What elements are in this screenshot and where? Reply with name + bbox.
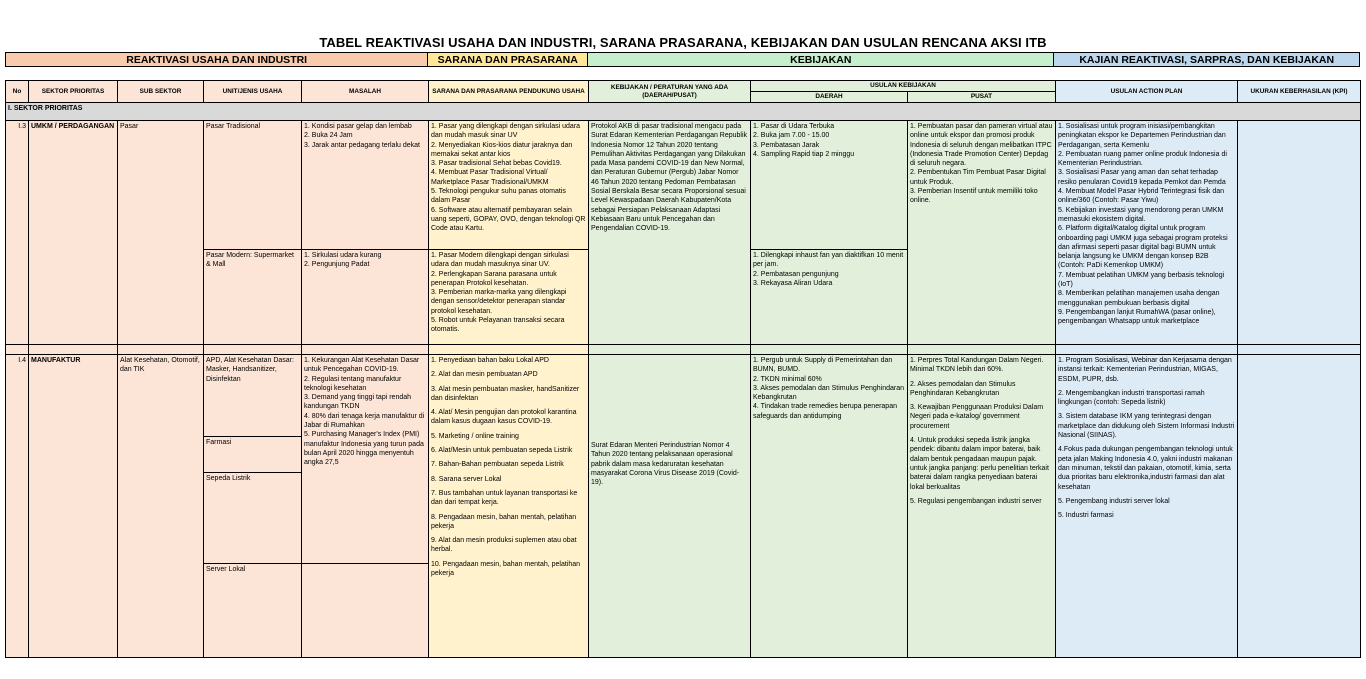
- sarana-item: 4. Alat/ Mesin pengujian dan protokol karantina dalam kasus dugaan kasus COVID-19.: [431, 409, 577, 426]
- action-item: 4.Fokus pada dukungan pengembangan teknologi untuk peta jalan Making Indonesia 4.0, yakni industri makanan dan minuman, tekstil dan pakaian, otomotif, kimia, serta dua prioritas baru elektronika,industri farmasi dan alat kesehatan: [1058, 446, 1233, 491]
- daerah-item: 1. Pergub untuk Supply di Pemerintahan dan BUMN, BUMD.: [753, 357, 893, 374]
- pusat-item: 3. Kewajiban Penggunaan Produksi Dalam Negeri pada e-katalog/ government procurement: [910, 404, 1044, 430]
- unit-farmasi: Farmasi: [204, 437, 302, 473]
- sarana-item: 7. Bahan-Bahan pembuatan sepeda Listrik: [431, 461, 564, 469]
- page-title: TABEL REAKTIVASI USAHA DAN INDUSTRI, SARANA PRASARANA, KEBIJAKAN DAN USULAN RENCANA AKSI ITB: [319, 35, 1047, 50]
- sarana-item: 6. Software atau alternatif pembayaran selain uang seperti, GOPAY, OVO, dengan teknologi QR Code atau Kartu.: [431, 206, 586, 233]
- action-item: 5. Pengembang industri server lokal: [1058, 497, 1170, 505]
- header-unit: UNIT/JENIS USAHA: [204, 81, 302, 103]
- band-kebijakan: KEBIJAKAN: [588, 53, 1054, 66]
- pusat-item: 3. Pemberian Insentif untuk memiliki toko online.: [910, 188, 1038, 205]
- pusat-item: 1. Pembuatan pasar dan pameran virtual atau online untuk ekspor dan promosi produk Indonesia di seluruh dengan melibatkan ITPC (Indonesia Trade Promotion Center) Depdag di seluruh negara.: [910, 123, 1053, 168]
- sarana-item: 2. Alat dan mesin pembuatan APD: [431, 371, 538, 379]
- pusat-umkm: [908, 121, 1056, 345]
- masalah-pasar-tradisional: [302, 121, 429, 250]
- sarana-item: 9. Alat dan mesin produksi suplemen atau obat herbal.: [431, 537, 577, 554]
- unit-pasar-tradisional: Pasar Tradisional: [204, 121, 302, 250]
- unit-pasar-modern: Pasar Modern: Supermarket & Mall: [204, 250, 302, 345]
- action-item: 9. Pengembangan lanjut RumahWA (pasar online), pengembangan Whatsapp untuk marketplace: [1058, 308, 1216, 326]
- band-sarana: SARANA DAN PRASARANA: [428, 53, 588, 66]
- sarana-manufaktur: [429, 355, 589, 658]
- unit-apd: APD, Alat Kesehatan Dasar: Masker, Handsanitizer, Disinfektan: [204, 355, 302, 437]
- row-no-manufaktur: I.4: [6, 355, 29, 658]
- masalah-pasar-modern: [302, 250, 429, 345]
- daerah-item: 2. Buka jam 7.00 - 15.00: [753, 132, 830, 140]
- band-reaktivasi: REAKTIVASI USAHA DAN INDUSTRI: [6, 53, 428, 66]
- sarana-pasar-tradisional: [429, 121, 589, 250]
- unit-sepeda-listrik: Sepeda Listrik: [204, 473, 302, 564]
- sarana-item: 3. Pasar tradisional Sehat bebas Covid19.: [431, 160, 562, 168]
- section-title: I. SEKTOR PRIORITAS: [6, 103, 1361, 121]
- action-item: 8. Memberikan pelatihan manajemen usaha dengan menggunakan pembukuan berbasis digital: [1058, 290, 1220, 307]
- masalah-item: 3. Jarak antar pedagang terlalu dekat: [304, 141, 420, 149]
- daerah-item: 3. Rekayasa Aliran Udara: [753, 279, 833, 287]
- action-item: 3. Sosialisasi Pasar yang aman dan sehat terhadap resiko penularan Covid19 kepada Pemkot dan Pemda: [1058, 169, 1226, 186]
- daerah-item: 4. Sampling Rapid tiap 2 minggu: [753, 150, 855, 158]
- sarana-item: 8. Pengadaan mesin, bahan mentah, pelatihan pekerja: [431, 513, 577, 530]
- daerah-item: 1. Dilengkapi inhaust fan yan diaktifkan 10 menit per jam.: [753, 252, 904, 269]
- masalah-item: 4. 80% dari tenaga kerja manufaktur di Jabar di Rumahkan: [304, 412, 425, 430]
- daerah-item: 2. Pembatasan pengunjung: [753, 270, 839, 278]
- sarana-item: 1. Pasar Modern dilengkapi dengan sirkulasi udara dan mudah masuknya sinar UV.: [431, 252, 569, 269]
- masalah-empty: [302, 564, 429, 658]
- sektor-umkm: UMKM / PERDAGANGAN: [29, 121, 118, 345]
- category-bands: [5, 52, 1360, 67]
- action-item: 5. Kebijakan investasi yang mendorong peran UMKM memasuki ekosistem digital.: [1058, 206, 1224, 223]
- header-usulan-kebijakan: USULAN KEBIJAKAN: [751, 81, 1056, 92]
- masalah-item: 2. Pengunjung Padat: [304, 261, 370, 269]
- daerah-item: 3. Pembatasan Jarak: [753, 141, 820, 149]
- sarana-item: 10. Pengadaan mesin, bahan mentah, pelatihan pekerja: [431, 560, 581, 578]
- main-table: [5, 80, 1361, 658]
- sarana-item: 6. Alat/Mesin untuk pembuatan sepeda Listrik: [431, 447, 573, 455]
- sarana-item: 5. Robot untuk Pelayanan transaksi secara otomatis.: [431, 317, 565, 334]
- pusat-item: 2. Akses pemodalan dan Stimulus Penghindaran Kebangkrutan: [910, 380, 1016, 397]
- sarana-item: 5. Teknologi pengukur suhu panas otomatis dalam Pasar: [431, 188, 566, 205]
- kebijakan-umkm: Protokol AKB di pasar tradisional mengacu pada Surat Edaran Kementerian Perdagangan Republik Indonesia Nomor 12 Tahun 2020 tentang Pemulihan Aktivitas Perdagangan yang Dilakukan pada Masa pandemi COVID-19 dan New Normal, dan Peraturan Gubernur (Pergub) Jabar Nomor 46 Tahun 2020 tentang Pedoman Pembatasan Sosial Berskala Besar secara Proporsional sesuai Level Kewaspadaan Daerah Kabupaten/Kota sebagai Persiapan Pelaksanaan Adaptasi Kebiasaan Baru untuk Pencegahan dan Pengendalian COVID-19.: [589, 121, 751, 345]
- header-sarana: SARANA DAN PRASARANA PENDUKUNG USAHA: [429, 81, 589, 103]
- action-item: 1. Sosialisasi untuk program inisiasi/pembangkitan peningkatan ekspor ke Departemen Perindustrian dan Perdagangan, serta Kemenlu: [1058, 123, 1226, 149]
- action-item: 4. Membuat Model Pasar Hybrid Terintegrasi fisik dan online/360 (Contoh: Pasar Yiwu): [1058, 188, 1225, 205]
- pusat-manufaktur: [908, 355, 1056, 658]
- masalah-item: 2. Buka 24 Jam: [304, 132, 353, 140]
- masalah-manufaktur: [302, 355, 429, 564]
- header-action-plan: USULAN ACTION PLAN: [1056, 81, 1238, 103]
- daerah-item: 1. Pasar di Udara Terbuka: [753, 123, 835, 130]
- header-sektor: SEKTOR PRIORITAS: [29, 81, 118, 103]
- row-no-umkm: I.3: [6, 121, 29, 345]
- sub-sektor-manufaktur: Alat Kesehatan, Otomotif, dan TIK: [118, 355, 204, 658]
- daerah-pasar-modern: [751, 250, 908, 345]
- daerah-pasar-tradisional: [751, 121, 908, 250]
- sarana-item: 7. Bus tambahan untuk layanan transportasi ke dan dari tempat kerja.: [431, 489, 578, 507]
- masalah-item: 1. Sirkulasi udara kurang: [304, 252, 382, 259]
- daerah-item: 3. Akses pemodalan dan Stimulus Penghindaran Kebangkrutan: [753, 384, 904, 402]
- action-item: 1. Program Sosialisasi, Webinar dan Kerjasama dengan instansi terkait: Kementerian Perindustrian, MIGAS, ESDM, PUPR, dsb.: [1058, 357, 1232, 383]
- action-plan-manufaktur: [1056, 355, 1238, 658]
- sub-sektor-umkm: Pasar: [118, 121, 204, 345]
- daerah-item: 4. Tindakan trade remedies berupa penerapan safeguards dan antidumping: [753, 403, 897, 420]
- band-kajian: KAJIAN REAKTIVASI, SARPRAS, DAN KEBIJAKAN: [1054, 53, 1359, 66]
- sarana-item: 8. Sarana server Lokal: [431, 475, 502, 483]
- sarana-pasar-modern: [429, 250, 589, 345]
- sarana-item: 2. Perlengkapan Sarana parasana untuk penerapan Protokol kesehatan.: [431, 270, 557, 287]
- action-item: 5. Industri farmasi: [1058, 512, 1114, 520]
- masalah-item: 1. Kekurangan Alat Kesehatan Dasar untuk Pencegahan COVID-19.: [304, 357, 420, 374]
- pusat-item: 1. Perpres Total Kandungan Dalam Negeri. Minimal TKDN lebih dari 60%.: [910, 357, 1044, 374]
- sarana-item: 1. Penyediaan bahan baku Lokal APD: [431, 357, 549, 364]
- pusat-item: 5. Regulasi pengembangan industri server: [910, 497, 1042, 505]
- sarana-item: 5. Marketing / online training: [431, 432, 519, 440]
- header-pusat: PUSAT: [908, 92, 1056, 103]
- action-plan-umkm: [1056, 121, 1238, 345]
- sarana-item: 3. Pemberian marka-marka yang dilengkapi dengan sensor/detektor penerapan standar protokol kesehatan.: [431, 289, 567, 315]
- kpi-umkm: [1238, 121, 1361, 345]
- daerah-manufaktur: [751, 355, 908, 658]
- sarana-item: 4. Membuat Pasar Tradisional Virtual/ Marketplace Pasar Tradisional/UMKM: [431, 169, 549, 186]
- header-no: No: [6, 81, 29, 103]
- pusat-item: 4. Untuk produksi sepeda listrik jangka pendek: dibantu dalam impor baterai, baik dalam bentuk pengadaan maupun pajak. untuk jangka panjang: perlu penelitian terkait baterai dalam rangka penyediaan baterai lokal berkualitas: [910, 437, 1049, 491]
- pusat-item: 2. Pembentukan Tim Pembuat Pasar Digital untuk Produk.: [910, 169, 1046, 186]
- action-item: 2. Pembuatan ruang pamer online produk Indonesia di Kementerian Perindustrian.: [1058, 150, 1227, 168]
- action-item: 6. Platform digital/Katalog digital untuk program onboarding pagi UMKM juga sebagai program proteksi dan afirmasi seperti pasar digital bagi BUMN untuk belanja langsung ke UMKM dengan konsep B2B (Contoh: PaDi Kemenkop UMKM): [1058, 225, 1228, 270]
- action-item: 2. Mengembangkan industri transportasi ramah lingkungan (contoh: Sepeda listrik): [1058, 389, 1205, 407]
- header-masalah: MASALAH: [302, 81, 429, 103]
- kpi-manufaktur: [1238, 355, 1361, 658]
- masalah-item: 1. Kondisi pasar gelap dan lembab: [304, 123, 412, 130]
- sarana-item: 2. Menyediakan Kios-kios diatur jaraknya dan memakai sekat antar kios: [431, 141, 573, 158]
- kebijakan-manufaktur: Surat Edaran Menteri Perindustrian Nomor 4 Tahun 2020 tentang pelaksanaan operasional pabrik dalam masa kedaruratan kesehatan masyarakat Corona Virus Disease 2019 (Covid-19).: [589, 355, 751, 658]
- sarana-item: 1. Pasar yang dilengkapi dengan sirkulasi udara dan mudah masuk sinar UV: [431, 123, 581, 140]
- daerah-item: 2. TKDN minimal 60%: [753, 375, 822, 383]
- header-kpi: UKURAN KEBERHASILAN (KPI): [1238, 81, 1361, 103]
- sektor-manufaktur: MANUFAKTUR: [29, 355, 118, 658]
- masalah-item: 5. Purchasing Manager's Index (PMI) manufaktur Indonesia yang turun pada bulan April 2020 hingga menyentuh angka 27,5: [304, 431, 424, 467]
- masalah-item: 3. Demand yang tinggi tapi rendah kandungan TKDN: [304, 394, 412, 411]
- header-sub-sektor: SUB SEKTOR: [118, 81, 204, 103]
- action-item: 3. Sistem database IKM yang terintegrasi dengan marketplace dan didukung oleh Sistem Informasi Industri Nasional (SIINAS).: [1058, 413, 1235, 440]
- masalah-item: 2. Regulasi tentang manufaktur teknologi kesehatan: [304, 375, 402, 392]
- sarana-item: 3. Alat mesin pembuatan masker, handSanitizer dan disinfektan: [431, 385, 580, 402]
- unit-server-lokal: Server Lokal: [204, 564, 302, 658]
- header-kebijakan-ada: KEBIJAKAN / PERATURAN YANG ADA (DAERAH/PUSAT): [589, 81, 751, 103]
- header-daerah: DAERAH: [751, 92, 908, 103]
- action-item: 7. Membuat pelatihan UMKM yang berbasis teknologi (IoT): [1058, 271, 1225, 289]
